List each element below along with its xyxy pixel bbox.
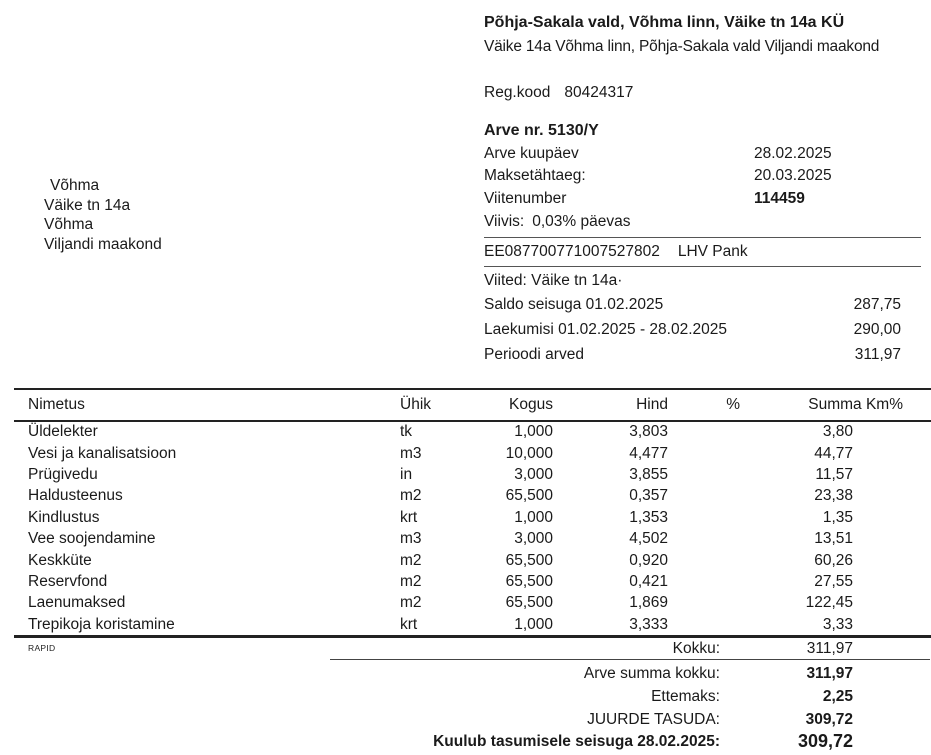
- table-cell: 1,869: [629, 594, 668, 612]
- total-row: [400, 665, 853, 683]
- table-row: [14, 593, 931, 614]
- prepaid-row: [400, 688, 853, 706]
- bank-account-row: [484, 237, 921, 267]
- saldo-value: 287,75: [853, 296, 901, 313]
- kokku-label: Kokku:: [672, 640, 720, 657]
- laekumisi-label: Laekumisi 01.02.2025 - 28.02.2025: [484, 321, 728, 338]
- perioodi-value: 311,97: [854, 346, 901, 363]
- column-header-percent: %: [726, 395, 740, 413]
- amount-due-row: [400, 711, 853, 729]
- table-cell: 4,502: [629, 530, 668, 548]
- table-cell: in: [400, 465, 413, 483]
- table-cell: tk: [400, 423, 413, 441]
- iban-value: EE087700771007527802: [484, 243, 660, 260]
- table-cell: Reservfond: [28, 572, 108, 590]
- prepaid-label: Ettemaks:: [651, 688, 720, 705]
- table-row: [14, 422, 931, 443]
- table-header-row: [14, 390, 931, 420]
- final-amount-label: Kuulub tasumisele seisuga 28.02.2025:: [433, 733, 720, 750]
- table-row: [14, 614, 931, 635]
- kokku-value: 311,97: [806, 640, 853, 657]
- table-row: [14, 507, 931, 528]
- table-cell: 3,33: [822, 615, 853, 633]
- bank-name: LHV Pank: [677, 243, 748, 260]
- table-cell: 4,477: [629, 444, 668, 462]
- due-date-value: 20.03.2025: [754, 167, 832, 184]
- summary-divider: [330, 659, 930, 660]
- column-header-hind: Hind: [636, 395, 668, 413]
- table-cell: 3,000: [514, 465, 553, 483]
- final-amount-value: 309,72: [797, 731, 853, 751]
- invoice-date-label: Arve kuupäev: [484, 145, 579, 162]
- viited-line: Viited: Väike tn 14a·: [484, 272, 623, 289]
- reg-code-value: 80424317: [564, 84, 634, 101]
- table-cell: m3: [400, 530, 422, 548]
- reference-number-row: [484, 190, 921, 212]
- recipient-address: [44, 176, 162, 254]
- perioodi-label: Perioodi arved: [484, 346, 584, 363]
- table-cell: 11,57: [815, 465, 853, 483]
- recipient-line: Väike tn 14a: [44, 196, 131, 214]
- table-cell: m2: [400, 551, 422, 569]
- reg-code-row: [484, 84, 633, 102]
- table-cell: 122,45: [805, 594, 853, 612]
- amount-due-label: JUURDE TASUDA:: [587, 711, 720, 728]
- due-date-row: [484, 167, 921, 189]
- rapid-watermark: RAPID: [28, 643, 56, 653]
- table-cell: 1,35: [822, 508, 853, 526]
- line-items-body: [14, 422, 931, 636]
- invoice-date-value: 28.02.2025: [754, 145, 832, 162]
- table-cell: 65,500: [505, 551, 553, 569]
- column-header-kogus: Kogus: [509, 395, 553, 413]
- table-cell: 1,000: [514, 423, 553, 441]
- table-cell: Üldelekter: [28, 423, 98, 441]
- table-cell: 1,000: [514, 508, 553, 526]
- kokku-row: [400, 640, 853, 658]
- table-row: [14, 443, 931, 464]
- reference-number-value: 114459: [754, 190, 805, 207]
- line-items-table: [14, 388, 931, 638]
- table-cell: 13,51: [814, 530, 853, 548]
- due-date-label: Maksetähtaeg:: [484, 167, 586, 184]
- late-fee-label: Viivis:: [484, 213, 525, 230]
- table-cell: 27,55: [814, 572, 853, 590]
- table-cell: Trepikoja koristamine: [28, 615, 175, 633]
- perioodi-row: [484, 346, 921, 366]
- reg-code-label: Reg.kood: [484, 84, 551, 101]
- table-cell: Laenumaksed: [28, 594, 126, 612]
- table-cell: 23,38: [814, 487, 853, 505]
- table-row: [14, 550, 931, 571]
- table-cell: krt: [400, 615, 418, 633]
- issuer-address: Väike 14a Võhma linn, Põhja-Sakala vald Viljandi maakond: [484, 38, 880, 55]
- table-cell: Vesi ja kanalisatsioon: [28, 444, 177, 462]
- table-cell: m2: [400, 572, 422, 590]
- table-cell: 60,26: [814, 551, 853, 569]
- table-cell: krt: [400, 508, 418, 526]
- table-cell: 0,357: [629, 487, 668, 505]
- table-cell: Prügivedu: [28, 465, 98, 483]
- table-row: [14, 528, 931, 549]
- recipient-line: Võhma: [44, 216, 94, 233]
- amount-due-value: 309,72: [805, 711, 853, 728]
- column-header-nimetus: Nimetus: [28, 395, 85, 413]
- table-cell: 3,80: [822, 423, 853, 441]
- table-cell: m2: [400, 594, 422, 612]
- table-cell: Vee soojendamine: [28, 530, 156, 548]
- table-cell: m3: [400, 444, 422, 462]
- final-amount-row: [400, 731, 853, 753]
- table-cell: Kindlustus: [28, 508, 100, 526]
- laekumisi-value: 290,00: [853, 321, 901, 338]
- table-cell: 1,000: [514, 615, 553, 633]
- table-row: [14, 486, 931, 507]
- total-value: 311,97: [806, 665, 853, 682]
- table-cell: 3,803: [629, 423, 668, 441]
- late-fee-value: 0,03% päevas: [532, 213, 631, 230]
- table-cell: 1,353: [629, 508, 668, 526]
- table-cell: 10,000: [505, 444, 553, 462]
- late-fee-row: [484, 213, 630, 231]
- table-cell: 3,000: [514, 530, 553, 548]
- column-header-uhik: Ühik: [400, 395, 432, 413]
- total-label: Arve summa kokku:: [583, 665, 720, 682]
- table-cell: 0,920: [629, 551, 668, 569]
- table-row: [14, 571, 931, 592]
- recipient-line: Võhma: [50, 177, 100, 194]
- invoice-number: Arve nr. 5130/Y: [484, 122, 599, 139]
- saldo-row: [484, 296, 921, 316]
- table-bottom-rule: [14, 635, 931, 638]
- issuer-title: Põhja-Sakala vald, Võhma linn, Väike tn 14a KÜ: [484, 14, 845, 31]
- table-cell: Keskküte: [28, 551, 92, 569]
- invoice-date-row: [484, 145, 921, 167]
- table-cell: 44,77: [814, 444, 853, 462]
- column-header-summa: Summa Km%: [808, 395, 903, 413]
- table-cell: 65,500: [505, 572, 553, 590]
- saldo-label: Saldo seisuga 01.02.2025: [484, 296, 664, 313]
- table-cell: 0,421: [629, 572, 668, 590]
- table-cell: m2: [400, 487, 422, 505]
- table-cell: Haldusteenus: [28, 487, 123, 505]
- laekumisi-row: [484, 321, 921, 341]
- table-cell: 3,333: [629, 615, 668, 633]
- prepaid-value: 2,25: [822, 688, 853, 705]
- reference-number-label: Viitenumber: [484, 190, 567, 207]
- recipient-line: Viljandi maakond: [44, 235, 162, 253]
- table-cell: 65,500: [505, 487, 553, 505]
- table-cell: 3,855: [629, 465, 668, 483]
- table-cell: 65,500: [505, 594, 553, 612]
- table-row: [14, 464, 931, 485]
